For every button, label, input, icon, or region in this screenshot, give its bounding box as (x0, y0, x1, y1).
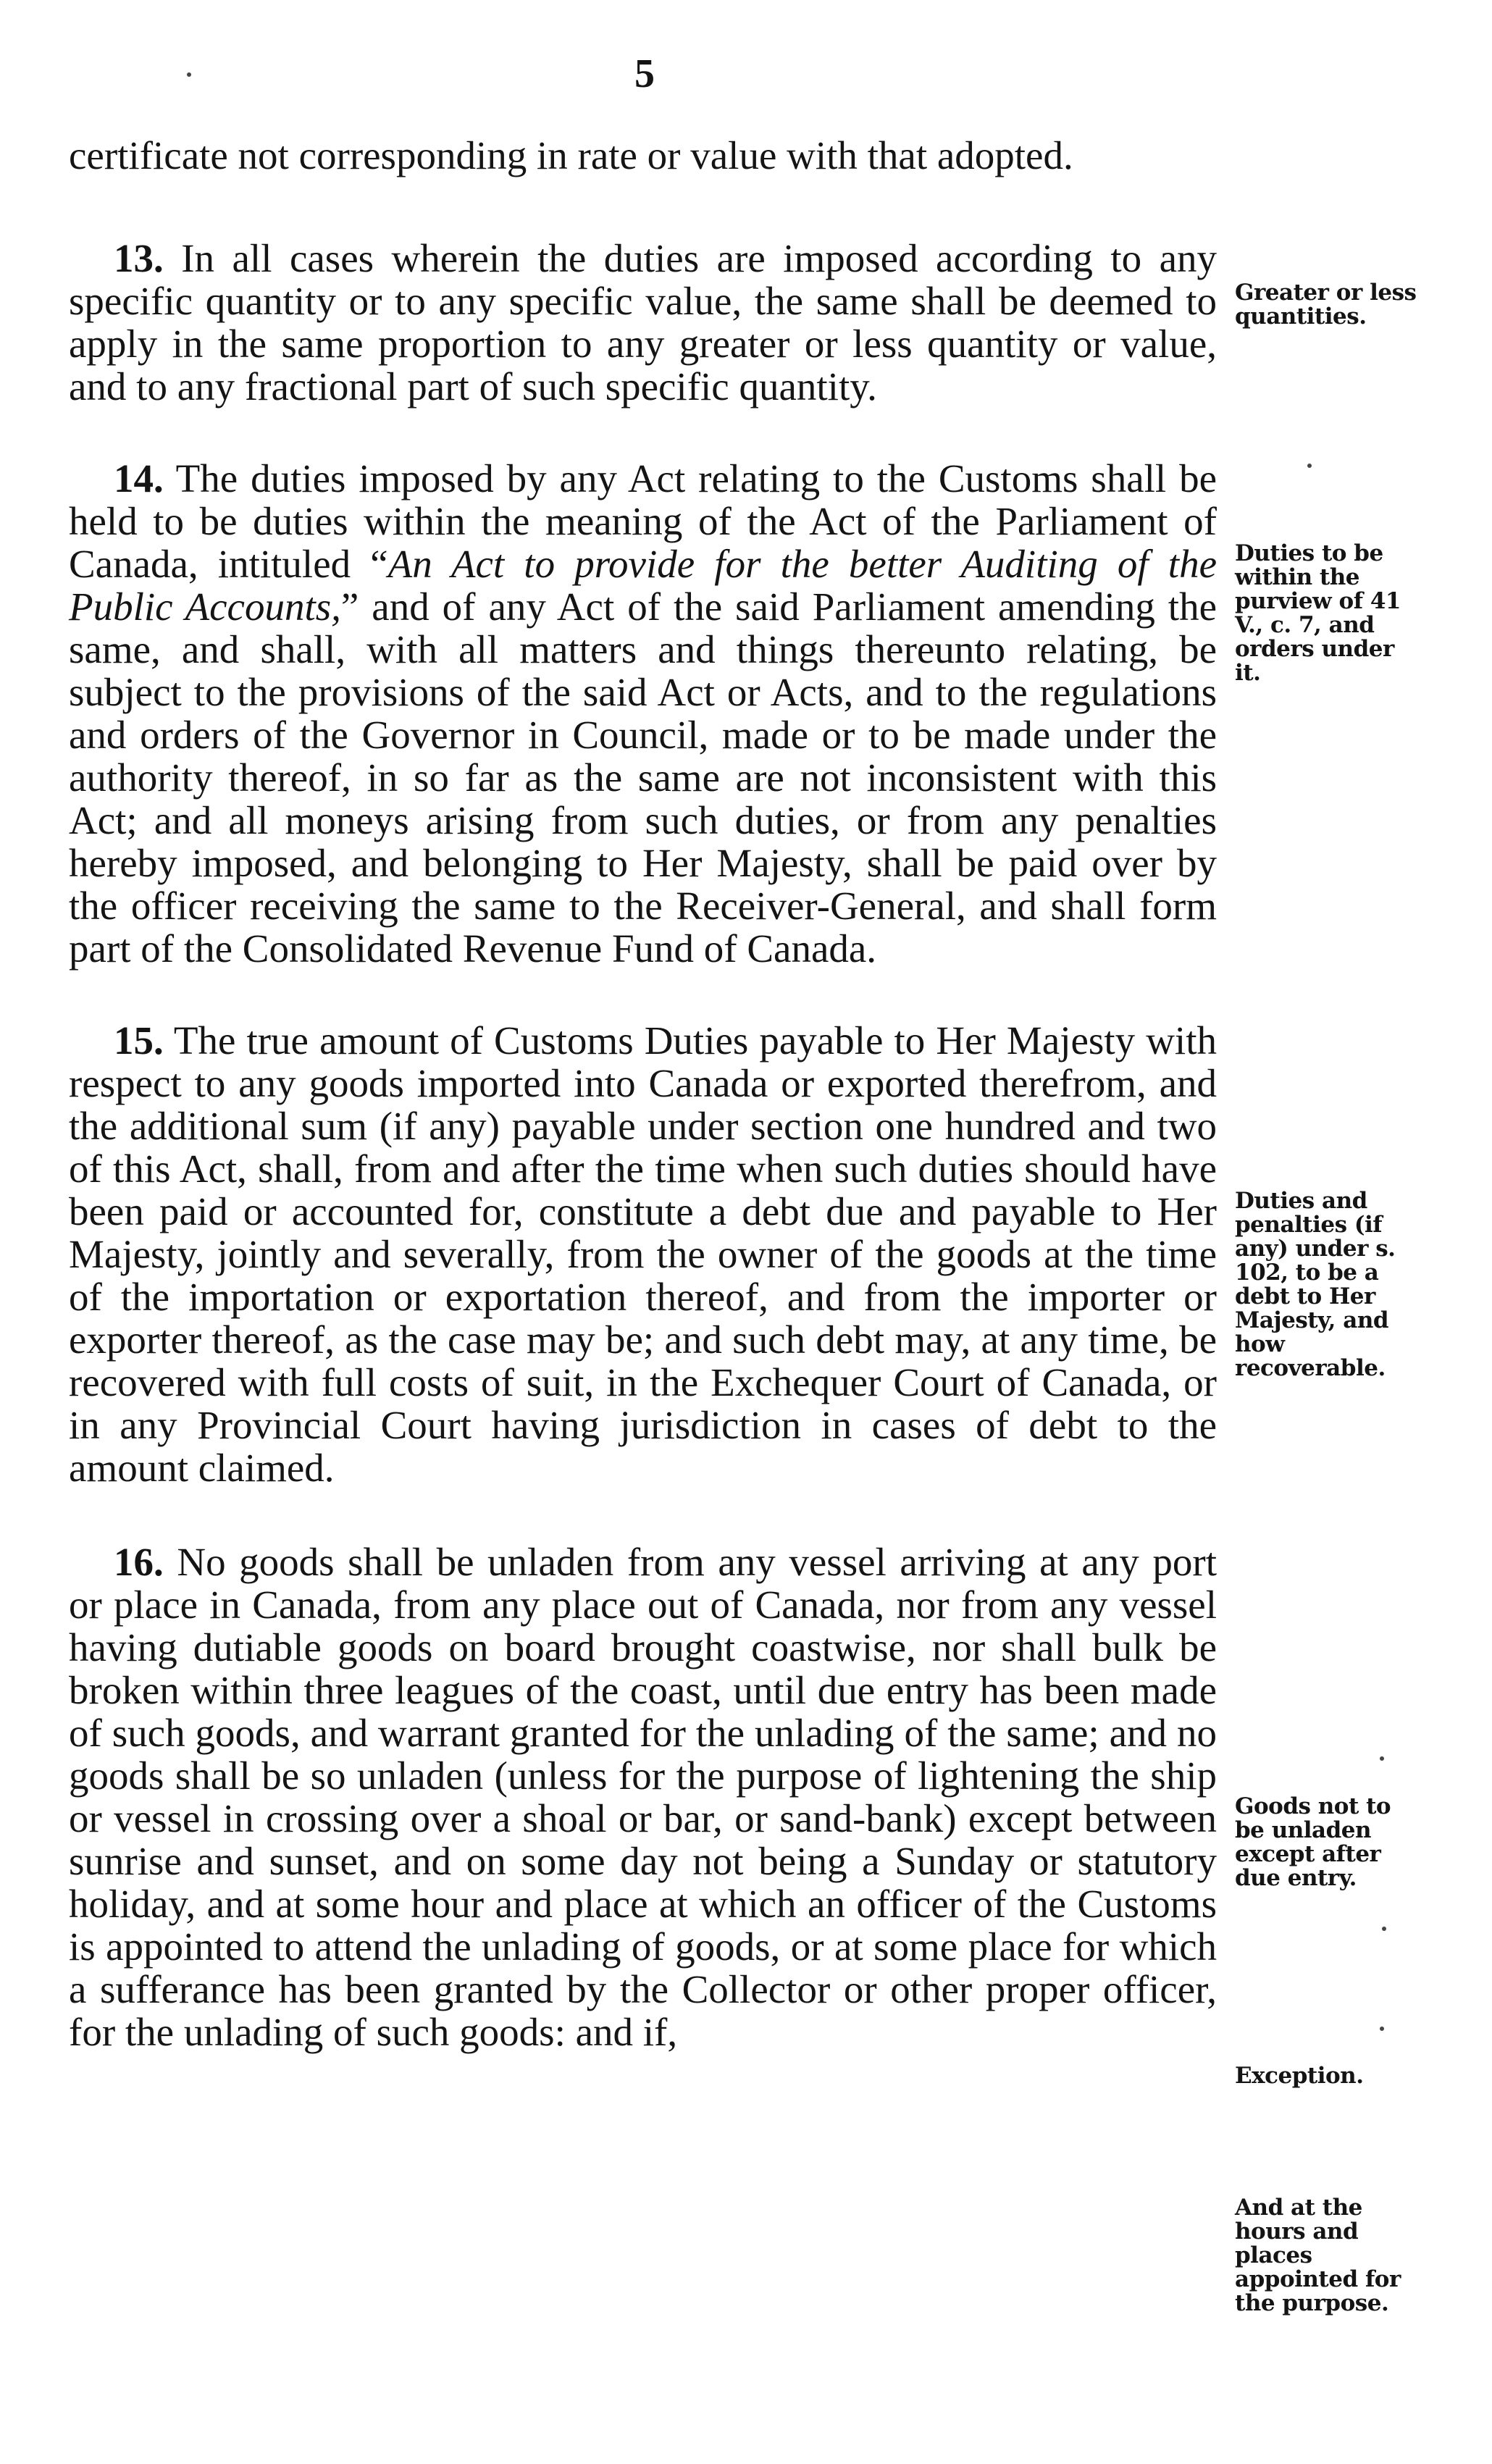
section-number: 13. (114, 236, 164, 280)
section-number: 14. (114, 456, 164, 500)
margin-note-exception: Exception. (1235, 2063, 1364, 2089)
print-speck (1380, 2027, 1384, 2031)
section-text-after-title: ” and of any Act of the said Parliament amending the same, and shall, with all matters and things thereunto relating, be subject to the provisions of the said Act or Acts, and to the regulations and orders of the Governor in Council, made or to be made under the authority thereof, in so far as the same are not inconsistent with this Act; and all moneys arising from such duties, or from any penalties hereby imposed, and belonging to Her Majesty, shall be paid over by the officer receiving the same to the Receiver-General, and shall form part of the Consolidated Revenue Fund of Canada. (69, 584, 1217, 971)
print-speck (187, 72, 191, 77)
section-text: In all cases wherein the duties are imposed according to any specific quantity or to any specific value, the same shall be deemed to apply in the same proportion to any greater or less quantity or value, and to any fractional part of such specific quantity. (69, 236, 1218, 408)
section-text-before-title: The duties imposed by any Act relating to the Customs shall be held to be duties within the meaning of the Act of the Parliament of Canada, intituled “ (69, 456, 1217, 586)
section-text: No goods shall be unladen from any vessel arriving at any port or place in Canada, from any place out of Canada, nor from any vessel having dutiable goods on board brought coastwise, nor shall bulk be broken within three leagues of the coast, until due entry has been made of such goods, and warrant granted for the unlading of the same; and no goods shall be so unladen (unless for the purpose of lightening the ship or vessel in crossing over a shoal or bar, or sand-bank) except between sunrise and sunset, and on some day not being a Sunday or statutory holiday, and at some hour and place at which an officer of the Customs is appointed to attend the unlading of goods, or at some place for which a sufferance has been granted by the Collector or other proper officer, for the unlading of such goods: and if, (69, 1540, 1218, 2054)
act-title: An Act to provide for the better Auditing of the Public Accounts, (69, 542, 1217, 629)
main-text-column (69, 134, 1217, 2053)
margin-note-hours-and-places: And at the hours and places appointed for the purpose. (1235, 2195, 1401, 2316)
page-number: 5 (634, 51, 655, 96)
print-speck (1382, 1927, 1386, 1931)
section-number: 16. (114, 1540, 164, 1584)
margin-note-goods-not-unladen: Goods not to be unladen except after due entry. (1235, 1793, 1391, 1891)
section-13 (69, 237, 1217, 408)
print-speck (1307, 464, 1312, 468)
margin-note-duties-debt: Duties and penalties (if any) under s. 102, to be a debt to Her Majesty, and how recoverable. (1235, 1188, 1396, 1381)
margin-note-duties-purview: Duties to be within the purview of 41 V., c. 7, and orders under it. (1235, 540, 1401, 686)
print-speck (1380, 1756, 1384, 1761)
carryover-paragraph: certificate not corresponding in rate or value with that adopted. (69, 133, 1073, 177)
section-15 (69, 1019, 1217, 1489)
section-number: 15. (114, 1018, 164, 1063)
section-text: The true amount of Customs Duties payable to Her Majesty with respect to any goods imported into Canada or exported therefrom, and the additional sum (if any) payable under section one hundred and two of this Act, shall, from and after the time when such duties should have been paid or accounted for, constitute a debt due and payable to Her Majesty, jointly and severally, from the owner of the goods at the time of the importation or exportation thereof, and from the importer or exporter thereof, as the case may be; and such debt may, at any time, be recovered with full costs of suit, in the Exchequer Court of Canada, or in any Provincial Court having jurisdiction in cases of debt to the amount claimed. (69, 1018, 1217, 1490)
section-16 (69, 1541, 1217, 2053)
margin-note-greater-or-less: Greater or less quantities. (1235, 280, 1417, 330)
section-14 (69, 457, 1217, 970)
